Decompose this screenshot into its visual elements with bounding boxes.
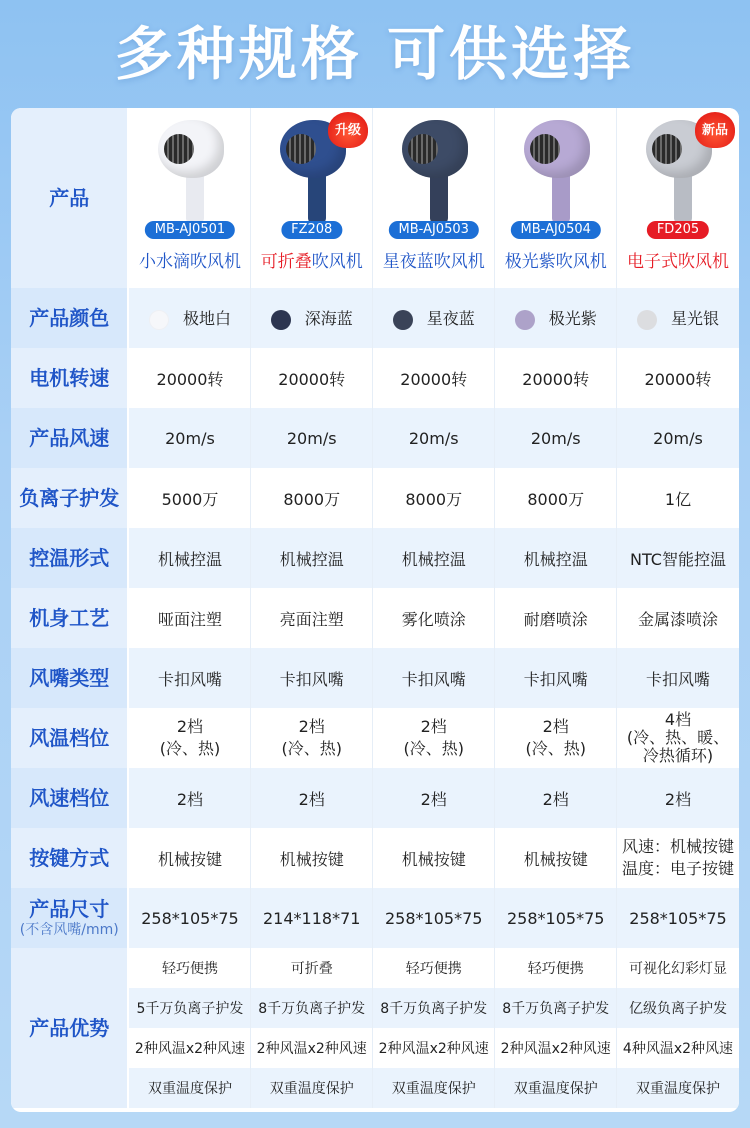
- speed-levels-cell: 2档: [128, 768, 251, 828]
- temp-levels-cell: [495, 708, 617, 768]
- advantage-cell: 8千万负离子护发: [372, 988, 495, 1028]
- dryer-grill: [530, 134, 560, 164]
- speed-levels-cell: 2档: [616, 768, 739, 828]
- row-label-speed-levels: 风速档位: [11, 768, 128, 828]
- wind-speed-cell: 20m/s: [495, 408, 617, 468]
- advantage-cell: 双重温度保护: [251, 1068, 373, 1108]
- temp-levels-line: 4档: [664, 710, 692, 729]
- size-cell: 214*118*71: [251, 888, 373, 948]
- color-cell: [251, 288, 373, 348]
- product-card[interactable]: [372, 108, 495, 288]
- row-ion: [11, 468, 739, 528]
- temp-levels-cell: [251, 708, 373, 768]
- hair-dryer-image: [394, 120, 474, 220]
- row-label-ion: 负离子护发: [11, 468, 128, 528]
- product-card[interactable]: [495, 108, 617, 288]
- advantage-cell: 2种风温x2种风速: [251, 1028, 373, 1068]
- advantage-cell: 2种风温x2种风速: [495, 1028, 617, 1068]
- temp-levels-cell: [128, 708, 251, 768]
- motor-cell: 20000转: [616, 348, 739, 408]
- ion-cell: 1亿: [616, 468, 739, 528]
- color-name: 极地白: [182, 309, 231, 329]
- temp-levels-line: (冷、热): [159, 739, 221, 758]
- row-label-craft: 机身工艺: [11, 588, 128, 648]
- color-name: 星光银: [670, 309, 719, 329]
- product-name: [373, 247, 495, 272]
- craft-cell: 雾化喷涂: [372, 588, 495, 648]
- ion-cell: 5000万: [128, 468, 251, 528]
- craft-cell: 亮面注塑: [251, 588, 373, 648]
- size-cell: 258*105*75: [616, 888, 739, 948]
- advantage-cell: 8千万负离子护发: [251, 988, 373, 1028]
- temp-levels-line: 2档: [298, 717, 325, 736]
- product-name: [617, 247, 739, 272]
- buttons-cell: 机械按键: [372, 828, 495, 888]
- temp-levels-line: (冷、热、暖、: [626, 728, 730, 747]
- color-swatch: [515, 310, 535, 330]
- row-label-temp-levels: 风温档位: [11, 708, 128, 768]
- advantage-cell: 轻巧便携: [128, 948, 251, 988]
- temp-levels-cell: [616, 708, 739, 768]
- model-badge: FZ208: [281, 221, 342, 239]
- row-temp-control: [11, 528, 739, 588]
- product-name-text: 星夜蓝吹风机: [382, 252, 485, 272]
- product-name-text: 电子式吹风机: [626, 252, 729, 272]
- row-label-color: 产品颜色: [11, 288, 128, 348]
- color-swatch: [393, 310, 413, 330]
- model-badge: MB-AJ0504: [511, 221, 601, 239]
- speed-levels-cell: 2档: [251, 768, 373, 828]
- temp-levels-cell: [372, 708, 495, 768]
- buttons-cell: [616, 828, 739, 888]
- temp-levels-line: (冷、热): [525, 739, 586, 758]
- color-cell: [128, 288, 251, 348]
- flame-badge: 新品: [695, 112, 735, 148]
- product-card[interactable]: [128, 108, 251, 288]
- temp-levels-line: (冷、热): [403, 739, 464, 758]
- row-motor: [11, 348, 739, 408]
- advantage-cell: 双重温度保护: [372, 1068, 495, 1108]
- buttons-cell: 机械按键: [251, 828, 373, 888]
- row-color: [11, 288, 739, 348]
- temp-control-cell: 机械控温: [495, 528, 617, 588]
- motor-cell: 20000转: [372, 348, 495, 408]
- color-name: 深海蓝: [304, 309, 353, 329]
- wind-speed-cell: 20m/s: [616, 408, 739, 468]
- buttons-cell: 机械按键: [128, 828, 251, 888]
- advantage-cell: 可视化幻彩灯显: [616, 948, 739, 988]
- craft-cell: 耐磨喷涂: [495, 588, 617, 648]
- row-temp-levels: [11, 708, 739, 768]
- product-name: [251, 247, 372, 272]
- product-name: [129, 247, 250, 272]
- advantage-cell: 双重温度保护: [495, 1068, 617, 1108]
- wind-speed-cell: 20m/s: [251, 408, 373, 468]
- product-card[interactable]: [251, 108, 373, 288]
- nozzle-cell: 卡扣风嘴: [616, 648, 739, 708]
- dryer-grill: [408, 134, 438, 164]
- product-name-text: 小水滴吹风机: [138, 252, 241, 272]
- advantage-cell: 8千万负离子护发: [495, 988, 617, 1028]
- size-cell: 258*105*75: [372, 888, 495, 948]
- color-cell: [616, 288, 739, 348]
- wind-speed-cell: 20m/s: [128, 408, 251, 468]
- hair-dryer-image: [150, 120, 230, 220]
- row-speed-levels: [11, 768, 739, 828]
- motor-cell: 20000转: [251, 348, 373, 408]
- page-title: 多种规格 可供选择: [114, 20, 636, 88]
- temp-levels-line: 2档: [176, 717, 204, 736]
- nozzle-cell: 卡扣风嘴: [128, 648, 251, 708]
- nozzle-cell: 卡扣风嘴: [372, 648, 495, 708]
- spec-comparison-table: [11, 108, 739, 1112]
- speed-levels-cell: 2档: [495, 768, 617, 828]
- product-name: [495, 247, 616, 272]
- ion-cell: 8000万: [372, 468, 495, 528]
- temp-control-cell: 机械控温: [372, 528, 495, 588]
- motor-cell: 20000转: [495, 348, 617, 408]
- buttons-line: 温度：电子按键: [621, 859, 734, 878]
- nozzle-cell: 卡扣风嘴: [495, 648, 617, 708]
- temp-control-cell: 机械控温: [251, 528, 373, 588]
- color-swatch: [149, 310, 169, 330]
- advantage-cell: 4种风温x2种风速: [616, 1028, 739, 1068]
- size-label: 产品尺寸: [29, 897, 110, 921]
- color-swatch: [637, 310, 657, 330]
- size-cell: 258*105*75: [495, 888, 617, 948]
- row-label-temp-control: 控温形式: [11, 528, 128, 588]
- dryer-grill: [164, 134, 194, 164]
- row-label-size: [11, 888, 128, 948]
- size-note: (不含风嘴/mm): [19, 922, 119, 938]
- row-nozzle: [11, 648, 739, 708]
- product-name-highlight: 可折叠: [260, 252, 312, 272]
- color-name: 星夜蓝: [426, 309, 475, 329]
- color-cell: [372, 288, 495, 348]
- flame-badge: 升级: [328, 112, 368, 148]
- advantage-cell: 亿级负离子护发: [616, 988, 739, 1028]
- row-label-motor: 电机转速: [11, 348, 128, 408]
- temp-control-cell: NTC智能控温: [616, 528, 739, 588]
- product-card[interactable]: [616, 108, 739, 288]
- dryer-grill: [652, 134, 682, 164]
- advantage-cell: 可折叠: [251, 948, 373, 988]
- temp-levels-line: 2档: [542, 717, 569, 736]
- row-buttons: [11, 828, 739, 888]
- row-label-product: 产品: [11, 108, 128, 288]
- row-size: [11, 888, 739, 948]
- motor-cell: 20000转: [128, 348, 251, 408]
- color-cell: [495, 288, 617, 348]
- row-craft: [11, 588, 739, 648]
- advantage-cell: 轻巧便携: [495, 948, 617, 988]
- color-name: 极光紫: [548, 309, 597, 329]
- row-advantages: [11, 948, 739, 988]
- model-badge: MB-AJ0501: [145, 221, 235, 239]
- craft-cell: 哑面注塑: [128, 588, 251, 648]
- advantage-cell: 轻巧便携: [372, 948, 495, 988]
- wind-speed-cell: 20m/s: [372, 408, 495, 468]
- ion-cell: 8000万: [251, 468, 373, 528]
- dryer-grill: [286, 134, 316, 164]
- ion-cell: 8000万: [495, 468, 617, 528]
- nozzle-cell: 卡扣风嘴: [251, 648, 373, 708]
- speed-levels-cell: 2档: [372, 768, 495, 828]
- row-label-nozzle: 风嘴类型: [11, 648, 128, 708]
- advantage-cell: 2种风温x2种风速: [372, 1028, 495, 1068]
- temp-levels-line: (冷、热): [281, 739, 342, 758]
- model-badge: MB-AJ0503: [389, 221, 479, 239]
- product-name-text: 极光紫吹风机: [504, 252, 607, 272]
- temp-control-cell: 机械控温: [128, 528, 251, 588]
- row-wind-speed: [11, 408, 739, 468]
- temp-levels-line: 2档: [420, 717, 447, 736]
- advantage-cell: 5千万负离子护发: [128, 988, 251, 1028]
- temp-levels-line: 冷热循环): [642, 746, 714, 765]
- row-label-wind-speed: 产品风速: [11, 408, 128, 468]
- advantage-cell: 双重温度保护: [616, 1068, 739, 1108]
- advantage-cell: 2种风温x2种风速: [128, 1028, 251, 1068]
- buttons-line: 风速：机械按键: [621, 837, 734, 856]
- row-label-buttons: 按键方式: [11, 828, 128, 888]
- hair-dryer-image: [516, 120, 596, 220]
- buttons-cell: 机械按键: [495, 828, 617, 888]
- craft-cell: 金属漆喷涂: [616, 588, 739, 648]
- color-swatch: [271, 310, 291, 330]
- advantage-cell: 双重温度保护: [128, 1068, 251, 1108]
- model-badge: FD205: [647, 221, 709, 239]
- row-label-advantages: 产品优势: [11, 948, 128, 1108]
- size-cell: 258*105*75: [128, 888, 251, 948]
- product-name-text: 吹风机: [311, 252, 363, 272]
